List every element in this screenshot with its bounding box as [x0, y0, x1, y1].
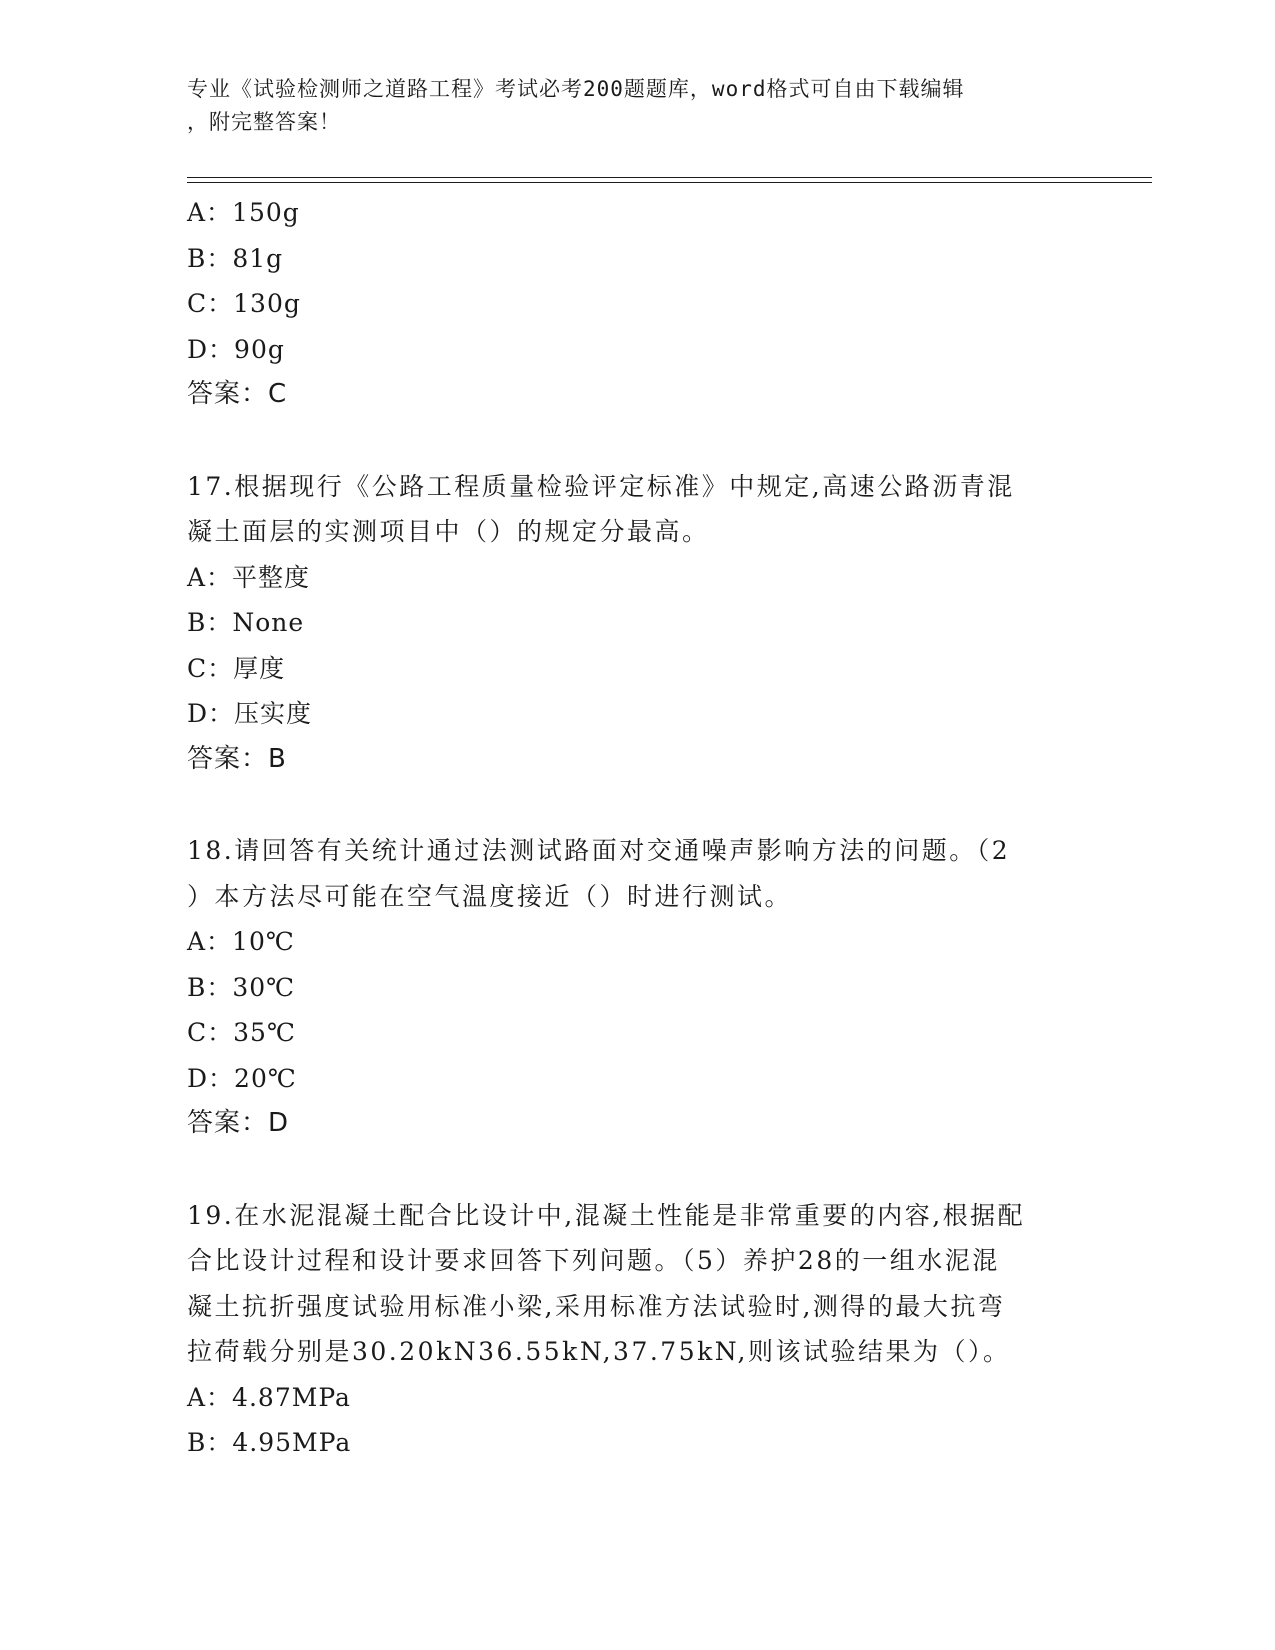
- option-a: A：4.87MPa: [187, 1382, 351, 1412]
- header-divider-bottom: [187, 182, 1152, 183]
- question-text-line: 拉荷载分别是30.20kN36.55kN,37.75kN,则该试验结果为（）。: [187, 1337, 1011, 1366]
- question-text-line: 19.在水泥混凝土配合比设计中,混凝土性能是非常重要的内容,根据配: [187, 1200, 1026, 1230]
- question-18: [187, 828, 1087, 1147]
- question-17: [187, 464, 1087, 783]
- question-text-line: 17.根据现行《公路工程质量检验评定标准》中规定,高速公路沥青混: [187, 471, 1015, 501]
- option-b: B：30℃: [187, 972, 296, 1002]
- page-header: [187, 73, 1067, 139]
- option-d: D：90g: [187, 334, 285, 364]
- question-16: [187, 190, 1087, 418]
- question-19: [187, 1193, 1087, 1466]
- spacer: [187, 1147, 1087, 1193]
- option-d: D：压实度: [187, 699, 313, 728]
- question-list: [187, 190, 1087, 1466]
- header-title-line-1: 专业《试验检测师之道路工程》考试必考200题题库，word格式可自由下载编辑: [187, 77, 965, 101]
- option-c: C：130g: [187, 289, 301, 318]
- option-a: A：150g: [187, 198, 300, 227]
- spacer: [187, 418, 1087, 464]
- question-text-line: 合比设计过程和设计要求回答下列问题。（5）养护28的一组水泥混: [187, 1246, 1000, 1275]
- option-a: A：10℃: [187, 927, 295, 956]
- answer-label: 答案：C: [187, 379, 288, 409]
- answer-label: 答案：B: [187, 743, 287, 774]
- option-a: A：平整度: [187, 562, 311, 592]
- answer-label: 答案：D: [187, 1108, 290, 1138]
- option-b: B：81g: [187, 243, 284, 273]
- spacer: [187, 782, 1087, 828]
- question-text-line: 凝土面层的实测项目中（）的规定分最高。: [187, 517, 710, 546]
- question-text-line: 凝土抗折强度试验用标准小梁,采用标准方法试验时,测得的最大抗弯: [187, 1291, 1006, 1321]
- question-text-line: 18.请回答有关统计通过法测试路面对交通噪声影响方法的问题。（2: [187, 836, 1011, 865]
- header-divider-top: [187, 177, 1152, 178]
- option-b: B：4.95MPa: [187, 1428, 352, 1457]
- option-c: C：厚度: [187, 653, 286, 683]
- option-c: C：35℃: [187, 1018, 296, 1047]
- header-title-line-2: ，附完整答案！: [187, 110, 341, 134]
- option-d: D：20℃: [187, 1063, 297, 1093]
- option-b: B：None: [187, 608, 305, 637]
- question-text-line: ）本方法尽可能在空气温度接近（）时进行测试。: [187, 881, 793, 911]
